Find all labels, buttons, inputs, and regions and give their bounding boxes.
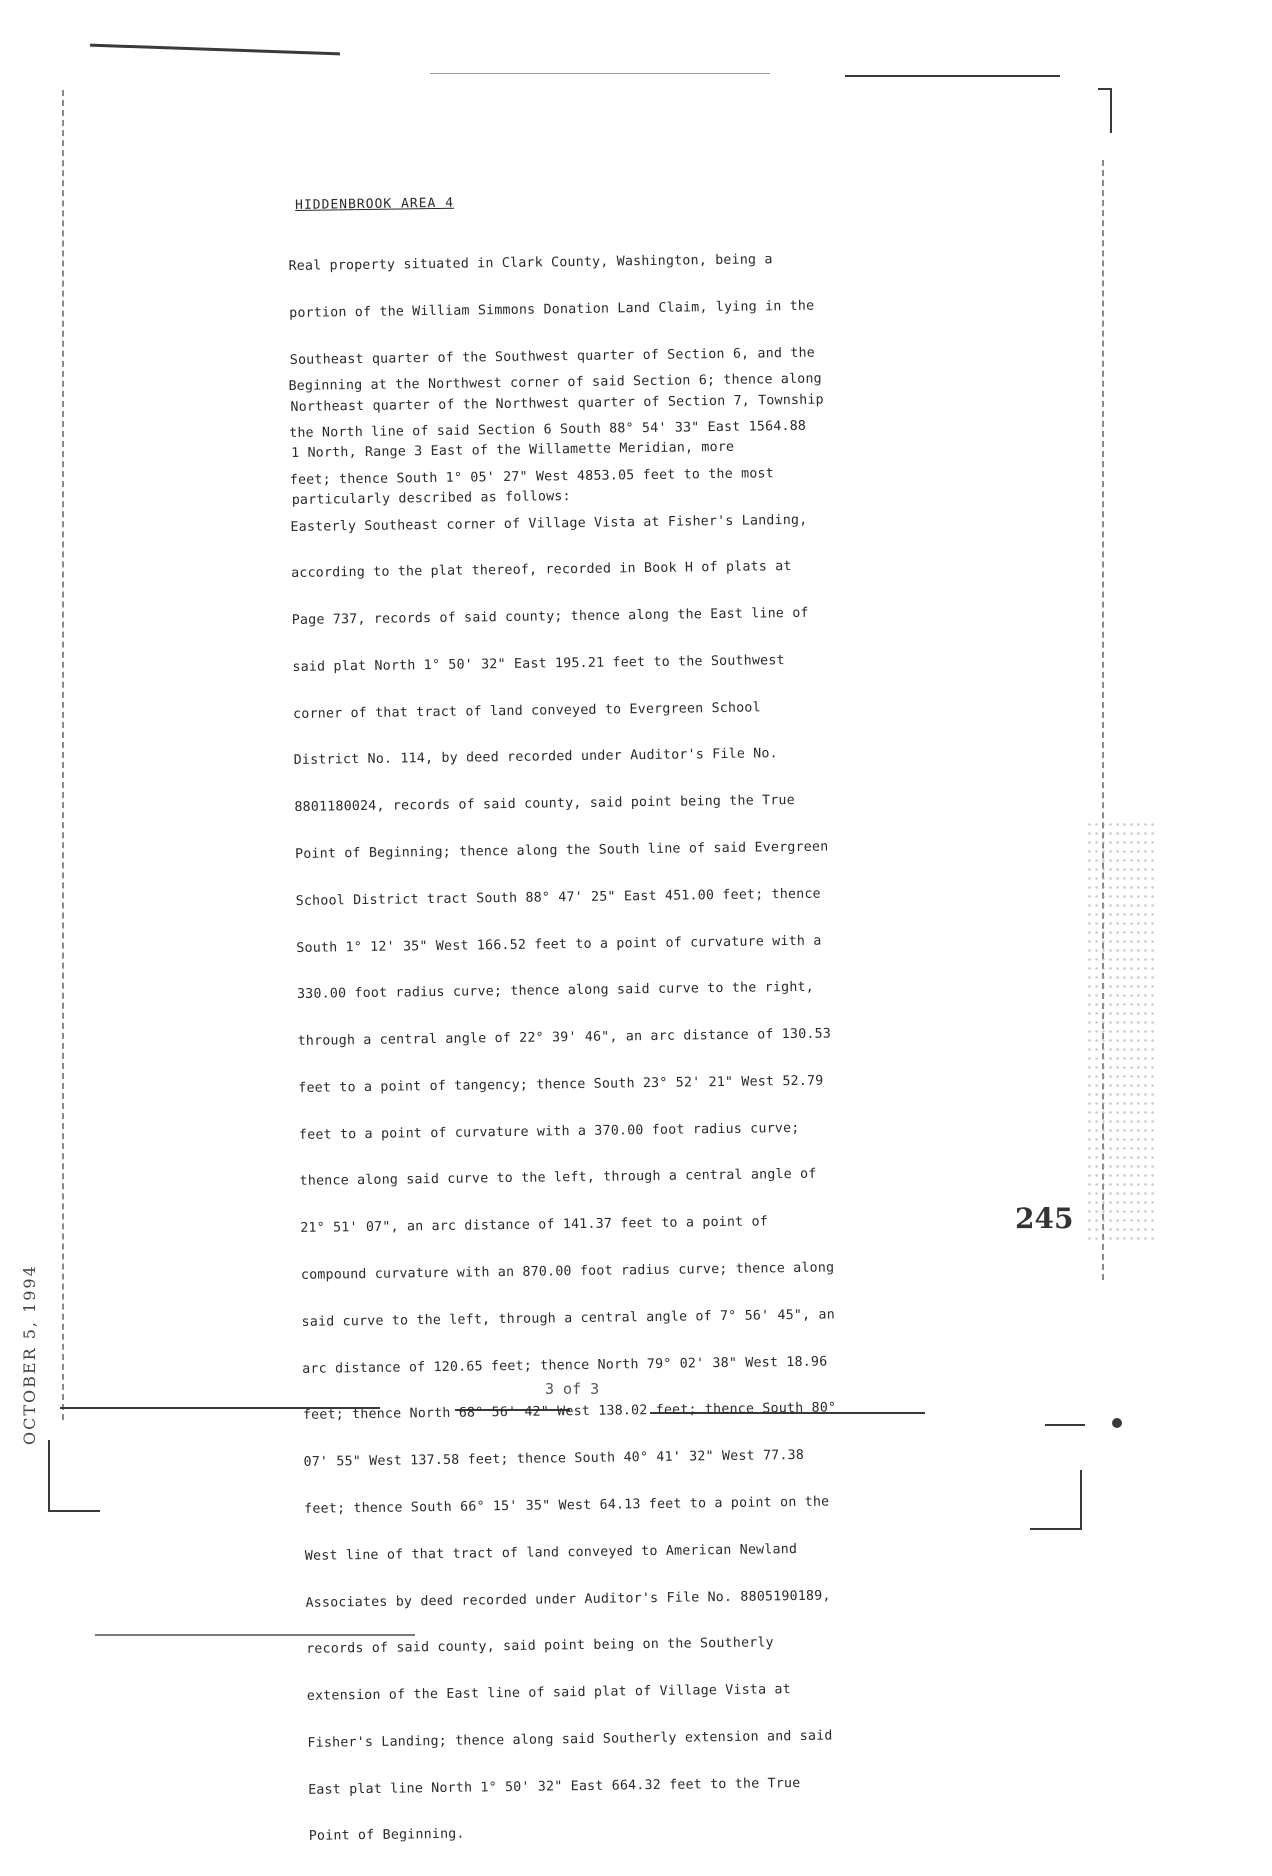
text-line: feet to a point of tangency; thence South 23° 52' 21" West 52.79 xyxy=(298,1073,824,1096)
text-line: School District tract South 88° 47' 25" East 451.00 feet; thence xyxy=(295,886,821,909)
left-edge-line xyxy=(62,90,64,1420)
text-line: extension of the East line of said plat of Village Vista at xyxy=(306,1682,792,1704)
text-line: 07' 55" West 137.58 feet; thence South 40° 41' 32" West 77.38 xyxy=(303,1448,805,1471)
date-stamp: OCTOBER 5, 1994 xyxy=(20,1264,39,1445)
text-line: Associates by deed recorded under Auditor's File No. 8805190189, xyxy=(305,1588,831,1611)
text-line: said curve to the left, through a central angle of 7° 56' 45", an xyxy=(301,1307,836,1330)
right-bracket-top xyxy=(1110,88,1112,133)
page-counter: 3 of 3 xyxy=(545,1380,600,1398)
right-bracket-top-tick xyxy=(1098,88,1112,90)
text-line: said plat North 1° 50' 32" East 195.21 feet to the Southwest xyxy=(292,652,785,675)
text-line: particularly described as follows: xyxy=(291,489,571,509)
right-edge-noise xyxy=(1086,820,1156,1240)
text-line: feet; thence South 66° 15' 35" West 64.13 feet to a point on the xyxy=(304,1494,830,1517)
text-line: records of said county, said point being on the Southerly xyxy=(306,1635,774,1658)
text-line: portion of the William Simmons Donation Land Claim, lying in the xyxy=(289,298,815,321)
bottom-right-dot xyxy=(1112,1418,1122,1428)
text-line: Real property situated in Clark County, Washington, being a xyxy=(288,252,773,275)
text-line: East plat line North 1° 50' 32" East 664.32 feet to the True xyxy=(308,1775,801,1798)
right-bracket-bottom xyxy=(1080,1470,1082,1530)
text-line: Point of Beginning; thence along the South line of said Evergreen xyxy=(294,839,829,862)
section-title: HIDDENBROOK AREA 4 xyxy=(295,195,455,213)
text-line: 1 North, Range 3 East of the Willamette Meridian, more xyxy=(291,440,735,462)
text-line: Page 737, records of said county; thence along the East line of xyxy=(291,605,809,629)
top-right-smudge xyxy=(845,75,1060,77)
text-line: 330.00 foot radius curve; thence along said curve to the right, xyxy=(296,980,815,1003)
text-line: thence along said curve to the left, through a central angle of xyxy=(299,1167,817,1190)
text-line: 8801180024, records of said county, said point being the True xyxy=(294,793,796,816)
text-line: compound curvature with an 870.00 foot radius curve; thence along xyxy=(300,1260,835,1283)
top-center-smudge xyxy=(430,73,770,74)
text-line: South 1° 12' 35" West 166.52 feet to a point of curvature with a xyxy=(296,933,822,956)
text-line: 21° 51' 07", an arc distance of 141.37 feet to a point of xyxy=(300,1214,769,1237)
page-number: 245 xyxy=(1015,1202,1074,1235)
text-line: Point of Beginning. xyxy=(308,1827,465,1845)
left-bracket-bottom-tick xyxy=(48,1510,100,1512)
text-line: Fisher's Landing; thence along said Southerly extension and said xyxy=(307,1728,833,1751)
text-line: feet; thence North 68° 56' 42" West 138.02 feet; thence South 80° xyxy=(302,1400,837,1424)
text-line: District No. 114, by deed recorded under Auditor's File No. xyxy=(293,746,778,769)
text-line: corner of that tract of land conveyed to Evergreen School xyxy=(293,700,761,722)
metes-and-bounds-paragraph xyxy=(288,339,949,1876)
text-line: according to the plat thereof, recorded in Book H of plats at xyxy=(291,559,792,582)
text-line: Beginning at the Northwest corner of said Section 6; thence along xyxy=(288,371,822,395)
text-line: Southeast quarter of the Southwest quarter of Section 6, and the xyxy=(289,345,816,368)
top-left-smudge xyxy=(90,44,340,56)
text-line: feet; thence South 1° 05' 27" West 4853.05 feet to the most xyxy=(289,465,775,488)
right-bracket-bottom-tick xyxy=(1030,1528,1082,1530)
left-bracket-bottom xyxy=(48,1440,50,1512)
text-line: Northeast quarter of the Northwest quarter of Section 7, Township xyxy=(290,392,824,415)
text-line: through a central angle of 22° 39' 46", an arc distance of 130.53 xyxy=(297,1026,832,1050)
text-line: Easterly Southeast corner of Village Vista at Fisher's Landing, xyxy=(290,512,808,535)
text-line: the North line of said Section 6 South 88° 54' 33" East 1564.88 xyxy=(289,418,807,441)
text-line: feet to a point of curvature with a 370.00 foot radius curve; xyxy=(298,1120,800,1143)
text-line: arc distance of 120.65 feet; thence North 79° 02' 38" West 18.96 xyxy=(302,1354,828,1377)
bottom-right-dash xyxy=(1045,1424,1085,1426)
text-line: West line of that tract of land conveyed to American Newland xyxy=(304,1541,798,1564)
